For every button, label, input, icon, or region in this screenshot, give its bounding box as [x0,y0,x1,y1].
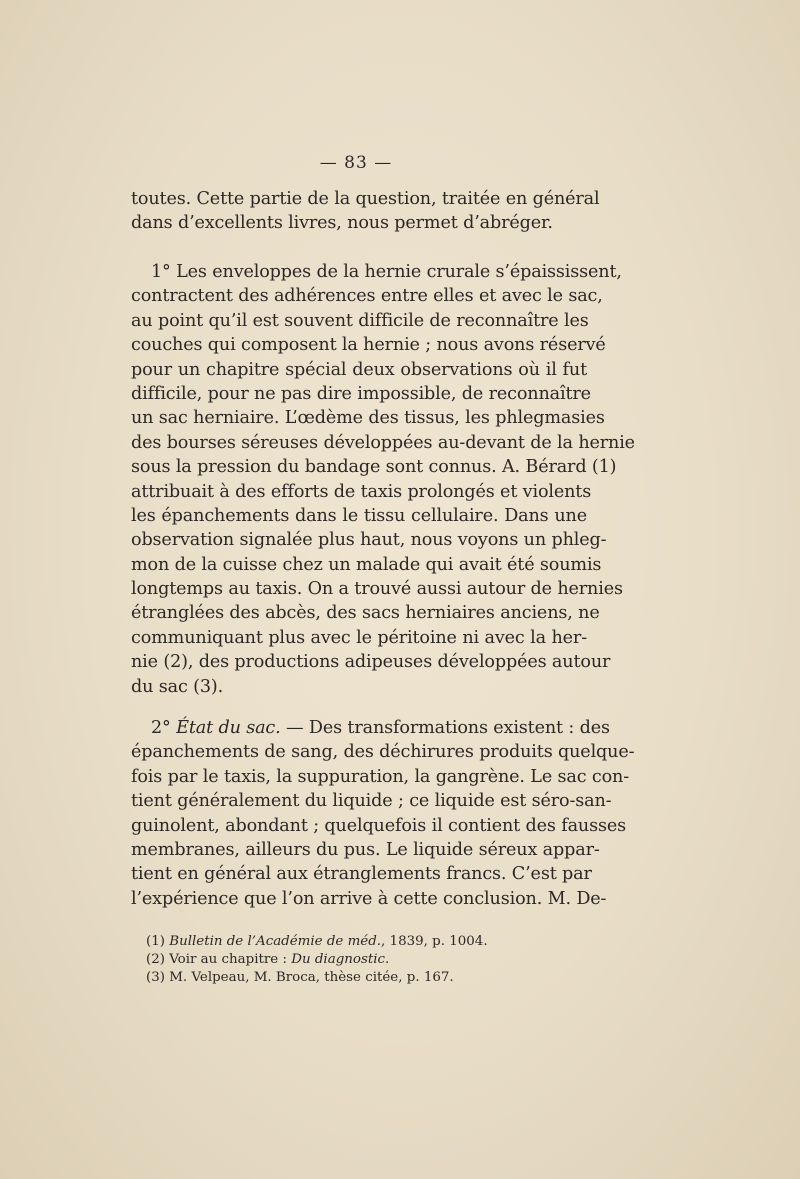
text-line: guinolent, abondant ; quelquefois il contient des fausses [131,815,627,836]
text-line: dans d’excellents livres, nous permet d’abréger. [131,213,553,234]
text-line: membranes, ailleurs du pus. Le liquide séreux appar- [131,839,600,860]
text-line: nie (2), des productions adipeuses développées autour [131,652,611,673]
text-line: difficile, pour ne pas dire impossible, de reconnaître [131,383,591,404]
text-line: longtemps au taxis. On a trouvé aussi autour de hernies [131,579,623,600]
footnote: (2) Voir au chapitre : Du diagnostic. [146,952,390,967]
text-line: 1° Les enveloppes de la hernie crurale s’épaississent, [151,262,622,282]
text-line: tient en général aux étranglements francs. C’est par [131,864,592,885]
text-line: épanchements de sang, des déchirures produits quelque- [131,742,635,763]
footnotes [146,933,576,987]
text-line: observation signalée plus haut, nous voyons un phleg- [131,530,607,551]
text-line: toutes. Cette partie de la question, traitée en général [131,189,600,209]
text-line: attribuait à des efforts de taxis prolongés et violents [131,481,592,502]
text-line: un sac herniaire. L’œdème des tissus, les phlegmasies [131,408,605,429]
text-line: sous la pression du bandage sont connus. A. Bérard (1) [131,457,617,478]
paragraph-intro [131,187,600,236]
text-line: mon de la cuisse chez un malade qui avait été soumis [131,554,602,575]
text-line: l’expérience que l’on arrive à cette conclusion. M. De- [131,888,607,909]
text-line: au point qu’il est souvent difficile de reconnaître les [131,310,589,331]
text-line: couches qui composent la hernie ; nous avons réservé [131,335,606,356]
text-line: tient généralement du liquide ; ce liquide est séro-san- [131,791,612,812]
footnote: (3) M. Velpeau, M. Broca, thèse citée, p. 167. [146,970,454,985]
text-line: du sac (3). [131,676,224,697]
text-line: les épanchements dans le tissu cellulaire. Dans une [131,505,587,526]
text-line: communiquant plus avec le péritoine ni avec la her- [131,627,587,648]
text-line: des bourses séreuses développées au-devant de la hernie [131,432,635,453]
paragraph-etat-du-sac [131,716,635,911]
text-line: étranglées des abcès, des sacs herniaires anciens, ne [131,603,600,624]
text-line: fois par le taxis, la suppuration, la gangrène. Le sac con- [131,766,630,787]
footnote: (1) Bulletin de l’Académie de méd., 1839, p. 1004. [146,934,488,949]
section-title: État du sac. [176,718,281,738]
text-line: contractent des adhérences entre elles et avec le sac, [131,286,603,307]
paragraph-enveloppes [131,260,635,699]
text-line: pour un chapitre spécial deux observations où il fut [131,359,587,380]
text-line-heading: 2° État du sac. — Des transformations existent : des [151,718,610,738]
page-number: — 83 — [319,153,393,173]
